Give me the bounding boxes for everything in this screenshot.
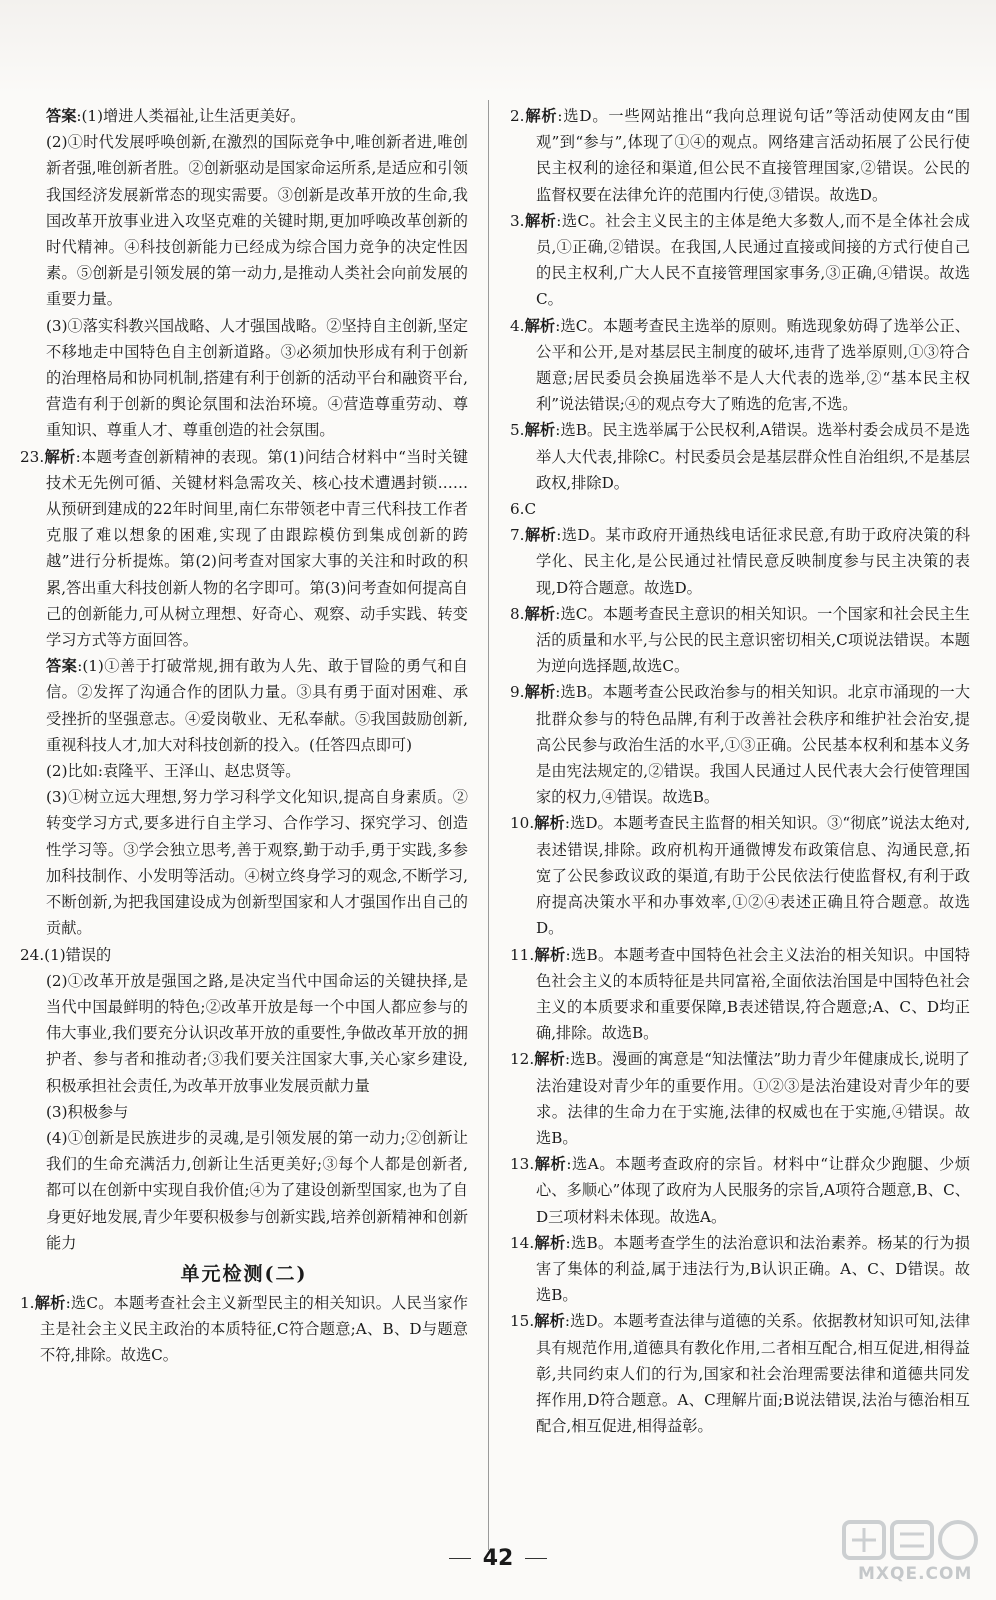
question-number: 15. (510, 1312, 535, 1331)
analysis-text: :选D。本题考查民主监督的相关知识。③“彻底”说法太绝对,表述错误,排除。政府机构开通微博发布政策信息、沟通民意,拓宽了公民参政议政的渠道,有助于公民依法行使监督权,有利于政府提高决策水平和办事效率,①②④表述正确且符合题意。故选D。 (536, 814, 971, 938)
q23-answer-2: (2)比如:袁隆平、王泽山、赵忠贤等。 (46, 762, 301, 781)
question-number: 9. (510, 683, 525, 702)
watermark-mark-icon (836, 1516, 986, 1566)
q22-answer-3: (3)①落实科教兴国战略、人才强国战略。②坚持自主创新,坚定不移地走中国特色自主创新道路。③必须加快形成有利于创新的治理格局和协同机制,搭建有利于创新的活动平台和融资平台,营造有利于创新的舆论氛围和法治环境。④营造尊重劳动、尊重知识、尊重人才、尊重创造的社会氛围。 (46, 316, 468, 440)
question-number: 3. (510, 211, 525, 230)
right-item (510, 103, 970, 208)
right-item (510, 942, 970, 1047)
analysis-text: :选C。本题考查民主意识的相关知识。一个国家和社会民主生活的质量和水平,与公民的民主意识密切相关,C项说法错误。本题为逆向选择题,故选C。 (536, 604, 970, 676)
right-item (510, 1308, 970, 1439)
answer-text: (1)错误的 (44, 945, 112, 964)
column-divider (488, 100, 489, 1550)
answer-label: 答案 (46, 107, 77, 125)
q24-answer-3: (3)积极参与 (46, 1102, 129, 1121)
analysis-text: :选C。本题考查民主选举的原则。贿选现象妨碍了选举公正、公平和公开,是对基层民主制度的破坏,违背了选举原则,①③符合题意;居民委员会换届选举不是人大代表的选举,②“基本民主权利”说法错误;④的观点夸大了贿选的危害,不选。 (536, 316, 970, 414)
footer-dash-left (449, 1558, 471, 1560)
question-number: 14. (510, 1233, 535, 1252)
analysis-text: :选C。本题考查社会主义新型民主的相关知识。人民当家作主是社会主义民主政治的本质特征,C符合题意;A、B、D与题意不符,排除。故选C。 (40, 1293, 468, 1365)
analysis-text: :选B。本题考查公民政治参与的相关知识。北京市涌现的一大批群众参与的特色品牌,有利于改善社会秩序和维护社会治安,提高公民参与政治生活的水平,①③正确。公民基本权利和基本义务是由宪法规定的,②错误。我国人民通过人民代表大会行使管理国家的权力,④错误。故选B。 (536, 683, 971, 807)
q24-answer-2: (2)①改革开放是强国之路,是决定当代中国命运的关键抉择,是当代中国最鲜明的特色;②改革开放是每一个中国人都应参与的伟大事业,我们要充分认识改革开放的重要性,争做改革开放的拥护者、参与者和推动者;③我们要关注国家大事,关心家乡建设,积极承担社会责任,为改革开放事业发展贡献力量 (46, 971, 468, 1095)
analysis-text: :选D。本题考查法律与道德的关系。依据教材知识可知,法律具有规范作用,道德具有教化作用,二者相互配合,相互促进,相得益彰,共同约束人们的行为,国家和社会治理需要法律和道德共同发挥作用,D符合题意。A、C理解片面;B说法错误,法治与德治相互配合,相互促进,相得益彰。 (536, 1312, 971, 1436)
analysis-label: 解析 (524, 211, 557, 230)
question-number: 23. (20, 447, 45, 466)
right-item (510, 1046, 970, 1151)
analysis-label: 解析 (534, 814, 565, 833)
analysis-label: 解析 (534, 945, 566, 964)
right-item (510, 1230, 970, 1309)
analysis-label: 解析 (524, 107, 558, 125)
analysis-text: :选B。漫画的寓意是“知法懂法”助力青少年健康成长,说明了法治建设对青少年的重要作用。①②③是法治建设对青少年的要求。法律的生命力在于实施,法律的权威也在于实施,④错误。故选B。 (536, 1050, 970, 1147)
analysis-label: 解析 (524, 683, 556, 702)
answer-label: 答案 (46, 657, 78, 676)
question-number: 1. (20, 1293, 35, 1312)
analysis-text: :选D。某市政府开通热线电话征求民意,有助于政府决策的科学化、民主化,是公民通过社情民意反映制度参与民主决策的表现,D符合题意。故选D。 (536, 526, 971, 597)
right-item (510, 1151, 970, 1230)
analysis-label: 解析 (524, 421, 556, 440)
analysis-text: :选B。本题考查学生的法治意识和法治素养。杨某的行为损害了集体的利益,属于违法行为,B认识正确。A、C、D错误。故选B。 (536, 1233, 970, 1305)
analysis-label: 解析 (534, 1312, 565, 1331)
analysis-label: 解析 (34, 1293, 66, 1312)
question-number: 10. (510, 814, 535, 833)
analysis-text: :选B。本题考查中国特色社会主义法治的相关知识。中国特色社会主义的本质特征是共同富裕,全面依法治国是中国特色社会主义的本质要求和重要保障,B表述错误,符合题意;A、C、D均正确,排除。故选B。 (536, 945, 970, 1043)
right-item (510, 496, 970, 522)
watermark-text: MXQE.COM (858, 1564, 973, 1584)
analysis-label: 解析 (534, 1050, 565, 1069)
analysis-label: 解析 (44, 447, 76, 466)
answer-text: :(1)①善于打破常规,拥有敢为人先、敢于冒险的勇气和自信。②发挥了沟通合作的团队力量。③具有勇于面对困难、承受挫折的坚强意志。④爱岗敬业、无私奉献。⑤我国鼓励创新,重视科技人才,加大对科技创新的投入。(任答四点即可) (46, 657, 468, 754)
q22-answer-2: (2)①时代发展呼唤创新,在激烈的国际竞争中,唯创新者进,唯创新者强,唯创新者胜。②创新驱动是国家命运所系,是适应和引领我国经济发展新常态的现实需要。③创新是改革开放的生命,我国改革开放事业进入攻坚克难的关键时期,更加呼唤改革创新的时代精神。④科技创新能力已经成为综合国力竞争的决定性因素。⑤创新是引领发展的第一动力,是推动人类社会向前发展的重要力量。 (46, 133, 468, 309)
question-number: 5. (510, 421, 525, 440)
section-title: 单元检测(二) (180, 1262, 308, 1285)
right-item (510, 522, 970, 601)
analysis-text: :选D。一些网站推出“我向总理说句话”等活动使网友由“围观”到“参与”,体现了①④的观点。网络建言活动拓展了公民行使民主权利的途径和渠道,但公民不直接管理国家,②错误。公民的监督权要在法律允许的范围内行使,③错误。故选D。 (536, 107, 971, 204)
analysis-text: C (524, 500, 537, 519)
q22-answer-1 (20, 103, 468, 129)
question-number: 6. (510, 500, 525, 519)
analysis-label: 解析 (534, 1155, 567, 1174)
question-number: 8. (510, 604, 525, 623)
unit2-q1-analysis (20, 1290, 468, 1369)
right-item (510, 810, 970, 941)
right-item (510, 417, 970, 496)
question-number: 13. (510, 1155, 535, 1174)
left-column (20, 103, 468, 1369)
analysis-text: :选B。民主选举属于公民权利,A错误。选举村委会成员不是选举人大代表,排除C。村民委员会是基层群众性自治组织,不是基层政权,排除D。 (536, 421, 971, 492)
right-item (510, 601, 970, 680)
watermark-logo (836, 1516, 986, 1586)
q24-answer-4: (4)①创新是民族进步的灵魂,是引领发展的第一动力;②创新让我们的生命充满活力,创新让生活更美好;③每个人都是创新者,都可以在创新中实现自我价值;④为了建设创新型国家,也为了自身更好地发展,青少年要积极参与创新实践,培养创新精神和创新能力 (46, 1128, 468, 1252)
question-number: 2. (510, 107, 525, 125)
analysis-label: 解析 (524, 604, 556, 623)
analysis-text: :选A。本题考查政府的宗旨。材料中“让群众少跑腿、少烦心、多顺心”体现了政府为人民服务的宗旨,A项符合题意,B、C、D三项材料未体现。故选A。 (536, 1155, 971, 1226)
question-number: 7. (510, 526, 525, 545)
footer-dash-right (525, 1558, 547, 1560)
q23-answer-3: (3)①树立远大理想,努力学习科学文化知识,提高自身素质。②转变学习方式,要多进行自主学习、合作学习、探究学习、创造性学习等。③学会独立思考,善于观察,勤于动手,勇于实践,多参加科技制作、小发明等活动。④树立终身学习的观念,不断学习,不断创新,为把我国建设成为创新型国家和人才强国作出自己的贡献。 (46, 788, 468, 938)
q23-answer-1 (20, 653, 468, 758)
question-number: 4. (510, 316, 525, 335)
analysis-text: :本题考查创新精神的表现。第(1)问结合材料中“当时关键技术无先例可循、关键材料急需攻关、核心技术遭遇封锁……从预研到建成的22年时间里,南仁东带领老中青三代科技工作者克服了难以想象的困难,实现了由跟踪模仿到集成创新的跨越”进行分析提炼。第(2)问考查对国家大事的关注和时政的积累,答出重大科技创新人物的名字即可。第(3)问考查如何提高自己的创新能力,可从树立理想、好奇心、观察、动手实践、转变学习方式等方面回答。 (46, 447, 468, 650)
page-number: 42 (482, 1546, 514, 1571)
right-item (510, 208, 970, 313)
analysis-text: :选C。社会主义民主的主体是绝大多数人,而不是全体社会成员,①正确,②错误。在我国,人民通过直接或间接的方式行使自己的民主权利,广大人民不直接管理国家事务,③正确,④错误。故选C。 (536, 211, 970, 309)
question-number: 12. (510, 1050, 535, 1069)
question-number: 11. (510, 945, 535, 964)
question-number: 24. (20, 945, 45, 964)
analysis-label: 解析 (534, 1233, 566, 1252)
right-item (510, 313, 970, 418)
top-shade (0, 0, 996, 95)
answer-text: :(1)增进人类福祉,让生活更美好。 (76, 107, 306, 125)
q23-analysis (20, 444, 468, 654)
analysis-label: 解析 (524, 526, 557, 545)
right-column (510, 103, 970, 1439)
q24-answer-1 (20, 942, 468, 968)
right-item (510, 679, 970, 810)
analysis-label: 解析 (524, 316, 556, 335)
